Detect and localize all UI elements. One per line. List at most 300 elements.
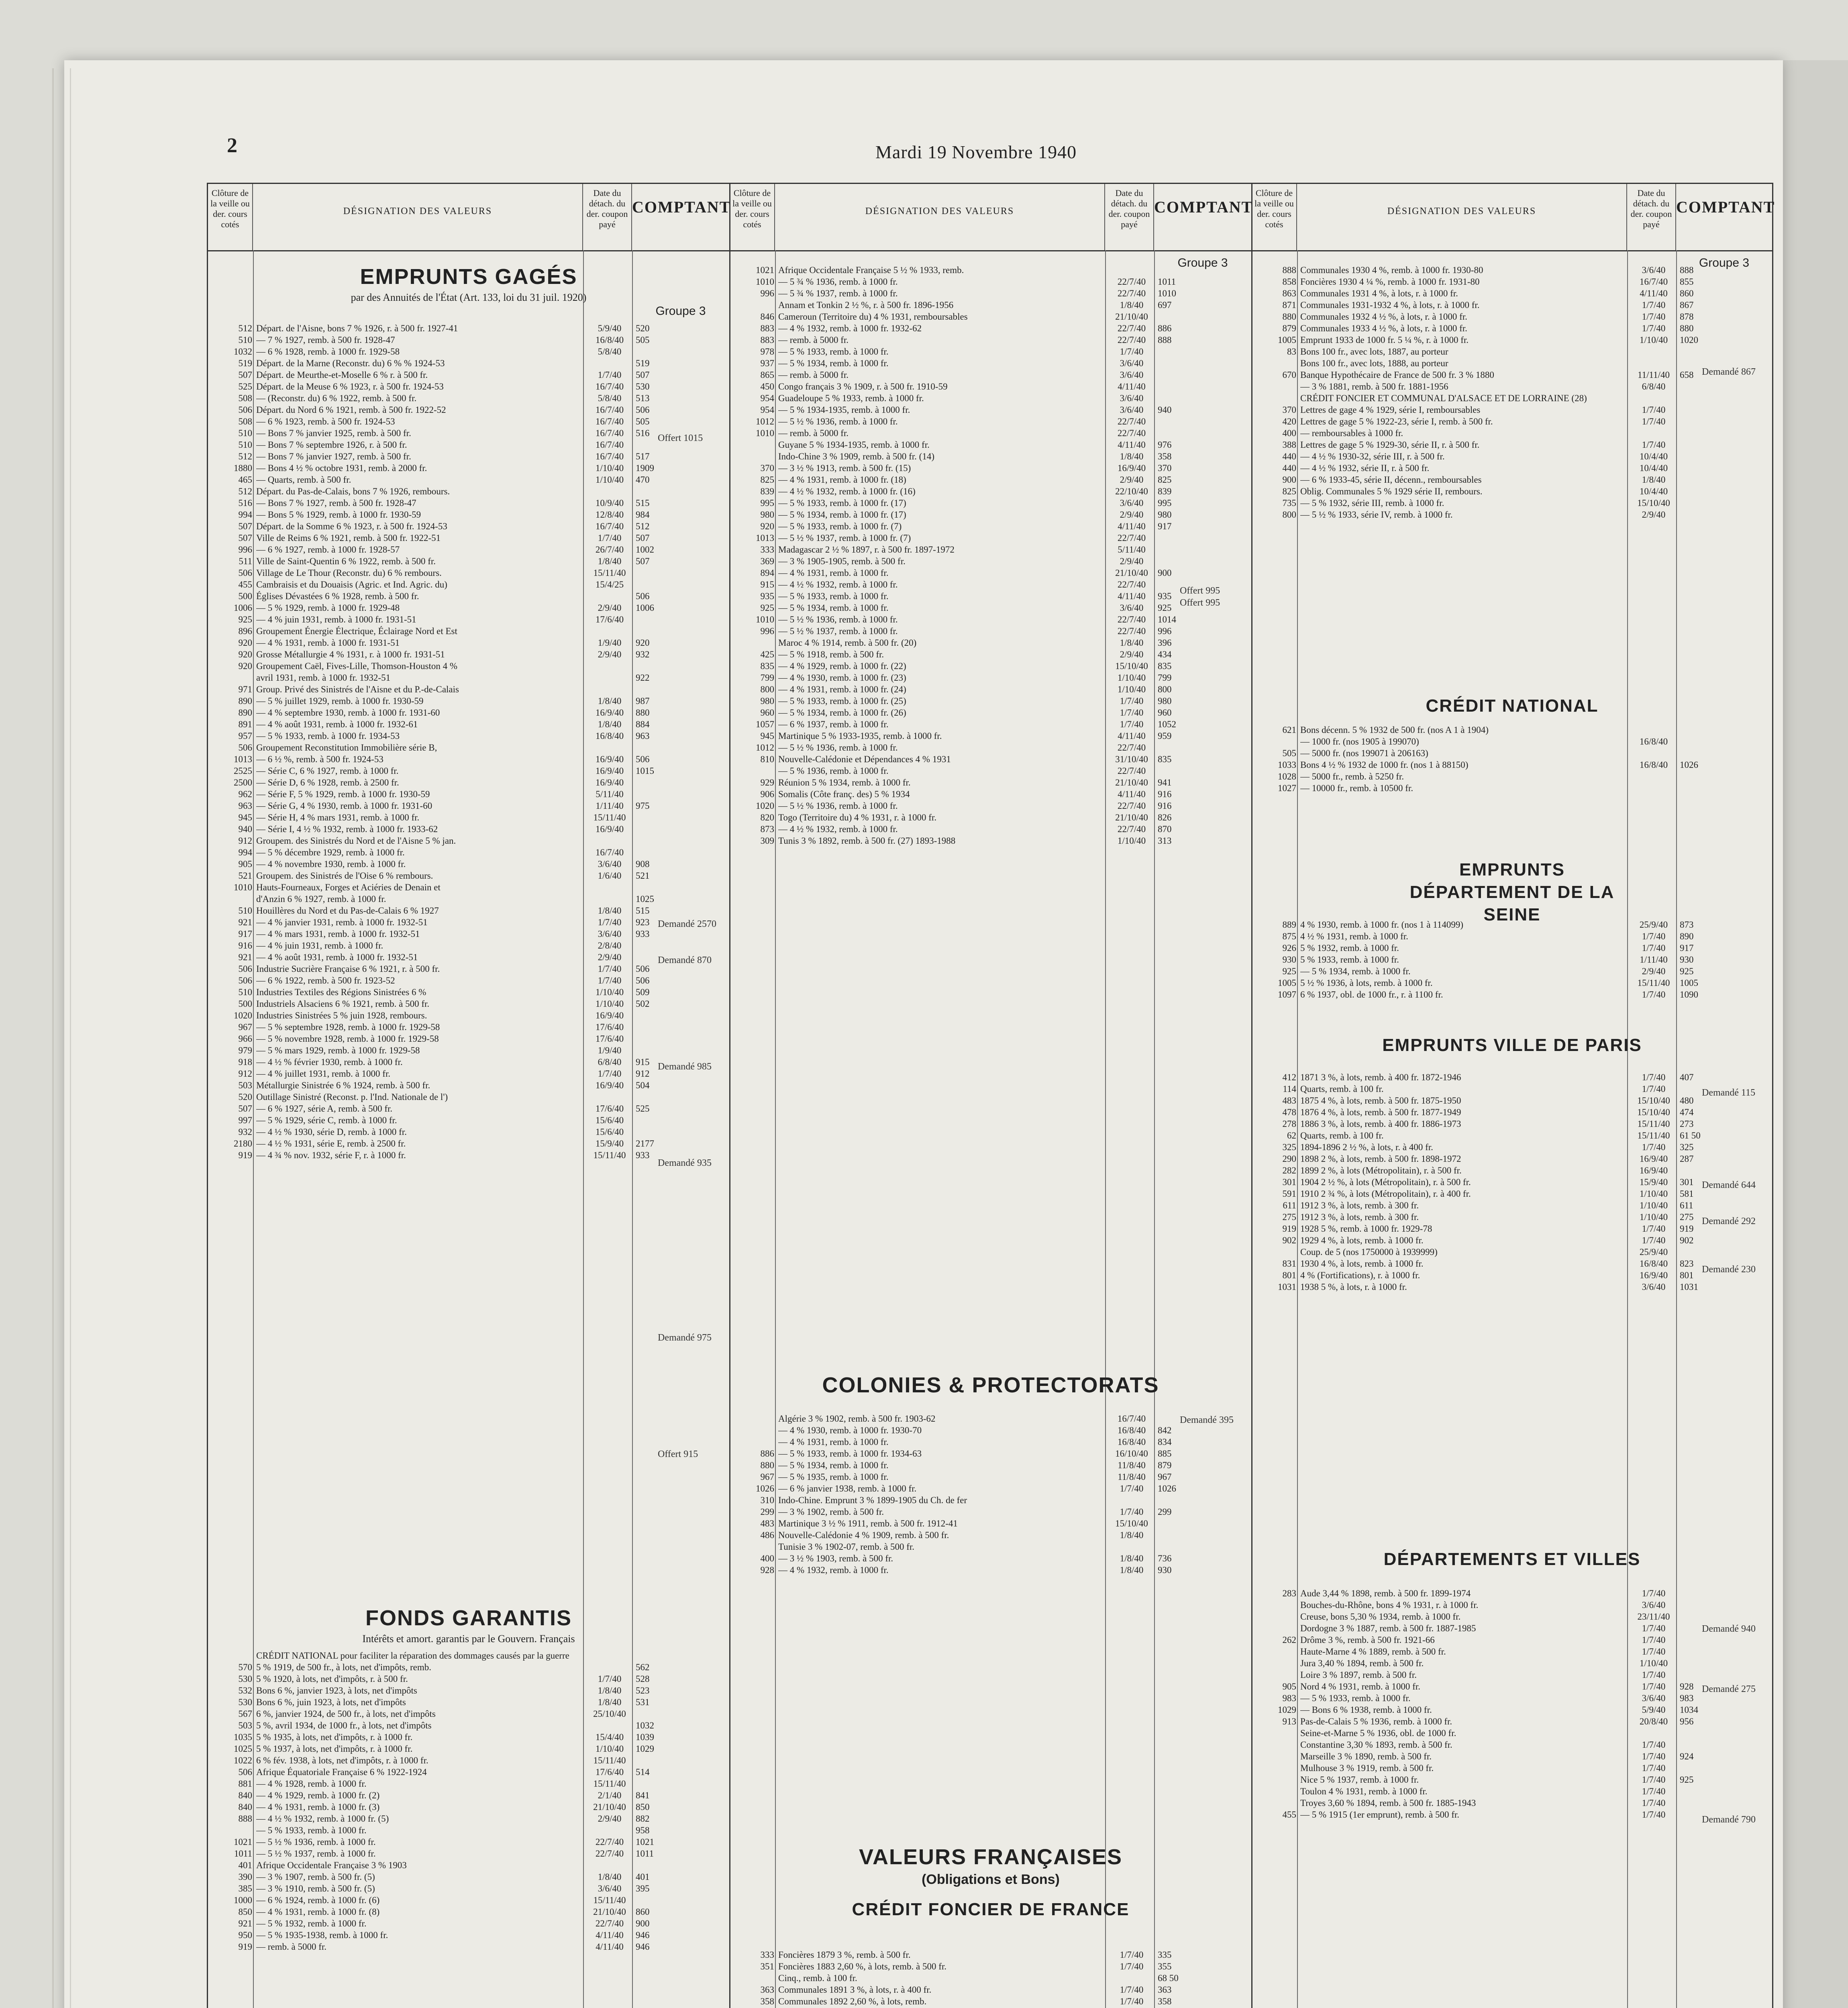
cash-price: 959 <box>1158 731 1172 741</box>
header-designation: DÉSIGNATION DES VALEURS <box>865 206 1014 216</box>
cash-price: 523 <box>636 1686 650 1696</box>
prev-close: 507 <box>238 533 252 543</box>
prev-close: 891 <box>238 719 252 729</box>
security-name: Grosse Métallurgie 4 % 1931, r. à 1000 fr. 1931-51 <box>256 649 445 659</box>
cash-price: 1021 <box>636 1837 654 1847</box>
cash-price: 888 <box>1158 335 1172 345</box>
security-name: — 3 ½ % 1903, remb. à 500 fr. <box>778 1553 893 1563</box>
security-name: 5 % 1932, remb. à 1000 fr. <box>1300 943 1399 953</box>
prev-close: 455 <box>1282 1810 1296 1820</box>
quote-row <box>1252 736 1772 747</box>
quote-row <box>208 695 729 707</box>
quote-row <box>1252 1622 1772 1634</box>
coupon-date: 2/9/40 <box>598 952 622 962</box>
cash-price: 879 <box>1158 1460 1172 1470</box>
prev-close: 506 <box>238 964 252 974</box>
security-name: 5 % 1937, à lots, net d'impôts, r. à 1000 fr. <box>256 1744 413 1754</box>
quote-row <box>208 1801 729 1813</box>
cash-price: 395 <box>636 1884 650 1894</box>
prev-close: 465 <box>238 475 252 485</box>
quote-list <box>1252 264 1772 520</box>
coupon-date: 1/8/40 <box>598 556 622 566</box>
prev-close: 881 <box>238 1779 252 1789</box>
cash-price: 1010 <box>1158 288 1176 298</box>
coupon-date: 1/7/40 <box>1120 1961 1144 1971</box>
prev-close: 506 <box>238 743 252 753</box>
coupon-date: 1/7/40 <box>1642 1798 1666 1808</box>
cash-price: 506 <box>636 754 650 764</box>
security-name: — 5 % 1935, remb. à 1000 fr. <box>778 1472 889 1482</box>
quote-row <box>208 928 729 940</box>
prev-close: 886 <box>760 1449 774 1459</box>
prev-close: 1020 <box>756 801 774 811</box>
security-name: Constantine 3,30 % 1893, remb. à 500 fr. <box>1300 1740 1452 1750</box>
quote-row <box>1252 1258 1772 1269</box>
coupon-date: 1/7/40 <box>1642 1670 1666 1680</box>
quote-row <box>208 1894 729 1906</box>
prev-close: 920 <box>238 661 252 671</box>
security-name: — 4 % 1931, remb. à 1000 fr. 1931-51 <box>256 638 400 648</box>
note-value: 870 <box>697 955 712 965</box>
prev-close: 932 <box>238 1127 252 1137</box>
quote-row <box>730 660 1251 672</box>
coupon-date: 16/7/40 <box>595 451 624 461</box>
cash-price: 521 <box>636 871 650 881</box>
coupon-date: 15/9/40 <box>595 1139 624 1149</box>
coupon-date: 3/6/40 <box>1120 370 1144 380</box>
note-value: 1015 <box>683 433 703 443</box>
prev-close: 621 <box>1282 725 1296 735</box>
cash-price: 506 <box>636 591 650 601</box>
quote-row <box>730 451 1251 462</box>
prev-close: 275 <box>1282 1212 1296 1222</box>
coupon-date: 6/8/40 <box>598 1057 622 1067</box>
security-name: Creuse, bons 5,30 % 1934, remb. à 1000 fr. <box>1300 1612 1461 1622</box>
quote-row <box>730 1564 1251 1576</box>
cash-price: 930 <box>1158 1565 1172 1575</box>
security-name: — 5 ½ % 1937, remb. à 1000 fr. <box>256 1849 376 1859</box>
cash-price: 933 <box>636 929 650 939</box>
prev-close: 1010 <box>756 277 774 287</box>
table-column-2 <box>730 184 1251 2008</box>
prev-close: 83 <box>1287 347 1296 357</box>
quote-row <box>208 1871 729 1883</box>
coupon-date: 1/7/40 <box>598 370 622 380</box>
security-name: Aude 3,44 % 1898, remb. à 500 fr. 1899-1974 <box>1300 1588 1471 1598</box>
cash-price: 658 <box>1680 370 1694 380</box>
cash-price: 980 <box>1158 510 1172 520</box>
coupon-date: 3/6/40 <box>598 859 622 869</box>
security-name: — Série I, 4 ½ % 1932, remb. à 1000 fr. 1933-62 <box>256 824 438 834</box>
coupon-date: 1/8/40 <box>598 696 622 706</box>
coupon-date: 1/7/40 <box>1642 943 1666 953</box>
note-label: Demandé <box>658 955 695 965</box>
coupon-date: 1/7/40 <box>598 533 622 543</box>
cash-price: 325 <box>1680 1142 1694 1152</box>
quote-row <box>208 1906 729 1918</box>
prev-close: 921 <box>238 917 252 927</box>
prev-close: 1012 <box>756 743 774 753</box>
security-name: Bouches-du-Rhône, bons 4 % 1931, r. à 1000 fr. <box>1300 1600 1479 1610</box>
coupon-date: 16/8/40 <box>1639 1259 1668 1269</box>
prev-close: 917 <box>238 929 252 939</box>
coupon-date: 2/1/40 <box>598 1790 622 1800</box>
quote-row <box>730 1413 1251 1424</box>
prev-close: 1880 <box>234 463 252 473</box>
prev-close: 1013 <box>756 533 774 543</box>
coupon-date: 1/7/40 <box>1642 405 1666 415</box>
quote-row <box>730 567 1251 579</box>
quote-row <box>730 357 1251 369</box>
security-name: — 5 % septembre 1928, remb. à 1000 fr. 1929-58 <box>256 1022 440 1032</box>
coupon-date: 5/9/40 <box>598 323 622 333</box>
coupon-date: 16/7/40 <box>1117 1414 1146 1424</box>
cash-price: 506 <box>636 975 650 986</box>
coupon-date: 1/10/40 <box>595 1744 624 1754</box>
coupon-date: 1/7/40 <box>1120 696 1144 706</box>
prev-close: 863 <box>1282 288 1296 298</box>
coupon-date: 4/11/40 <box>1118 591 1146 601</box>
security-name: Haute-Marne 4 % 1889, remb. à 500 fr. <box>1300 1647 1446 1657</box>
quote-row <box>1252 1223 1772 1235</box>
coupon-date: 2/9/40 <box>1120 556 1144 566</box>
quote-row <box>730 835 1251 847</box>
quote-row <box>730 1506 1251 1518</box>
security-name: — 5 ½ % 1936, remb. à 1000 fr. <box>778 416 898 426</box>
coupon-date: 3/6/40 <box>1642 265 1666 275</box>
coupon-date: 1/7/40 <box>1642 1142 1666 1152</box>
prev-close: 1021 <box>756 265 774 275</box>
quote-list <box>208 1650 729 1953</box>
coupon-date: 16/9/40 <box>1639 1154 1668 1164</box>
quote-row <box>208 1650 729 1661</box>
prev-close: 508 <box>238 393 252 403</box>
cash-price: 407 <box>1680 1072 1694 1082</box>
quote-row <box>1252 299 1772 311</box>
security-name: — 5000 fr. (nos 199071 à 206163) <box>1300 748 1428 758</box>
security-name: Lettres de gage 4 % 1929, série I, remboursables <box>1300 405 1481 415</box>
security-name: — 6 % 1937, remb. à 1000 fr. <box>778 719 889 729</box>
security-name: Nouvelle-Calédonie et Dépendances 4 % 1931 <box>778 754 951 764</box>
coupon-date: 1/7/40 <box>1642 1224 1666 1234</box>
coupon-date: 2/9/40 <box>1120 510 1144 520</box>
security-name: 1904 2 ½ %, à lots (Métropolitain), r. à 500 fr. <box>1300 1177 1471 1187</box>
prev-close: 483 <box>760 1518 774 1528</box>
security-name: Communales 1891 3 %, à lots, r. à 400 fr. <box>778 1985 932 1995</box>
quote-row <box>1252 1786 1772 1797</box>
quote-row <box>730 637 1251 649</box>
quote-row <box>208 637 729 649</box>
security-name: — 4 % 1930, remb. à 1000 fr. 1930-70 <box>778 1425 922 1435</box>
prev-close: 325 <box>1282 1142 1296 1152</box>
coupon-date: 1/10/40 <box>1117 836 1146 846</box>
coupon-date: 1/10/40 <box>1639 335 1668 345</box>
prev-close: 570 <box>238 1662 252 1672</box>
quote-row <box>730 1553 1251 1564</box>
prev-close: 516 <box>238 498 252 508</box>
coupon-date: 4/11/40 <box>596 1930 624 1940</box>
security-name: — 6 % 1924, remb. à 1000 fr. (6) <box>256 1895 380 1905</box>
coupon-date: 16/9/40 <box>1117 463 1146 473</box>
note-value: 644 <box>1741 1180 1756 1190</box>
security-name: — 5 % 1932, série III, remb. à 1000 fr. <box>1300 498 1444 508</box>
quote-row <box>730 474 1251 486</box>
security-name: 1898 2 %, à lots, remb. à 500 fr. 1898-1972 <box>1300 1154 1461 1164</box>
security-name: Banque Hypothécaire de France de 500 fr. 3 % 1880 <box>1300 370 1494 380</box>
quote-row <box>730 346 1251 357</box>
security-name: — 5 ½ % 1936, remb. à 1000 fr. <box>778 743 898 753</box>
quote-row <box>208 346 729 357</box>
prev-close: 945 <box>238 812 252 822</box>
security-name: Afrique Occidentale Française 3 % 1903 <box>256 1860 407 1870</box>
security-name: Tunis 3 % 1892, remb. à 500 fr. (27) 1893-1988 <box>778 836 956 846</box>
coupon-date: 22/7/40 <box>1117 428 1146 438</box>
security-name: Communales 1932 4 ½ %, à lots, r. à 1000 fr. <box>1300 312 1467 322</box>
quote-row <box>1252 1634 1772 1646</box>
quote-row <box>730 602 1251 614</box>
quote-row <box>1252 451 1772 462</box>
security-name: Indo-Chine. Emprunt 3 % 1899-1905 du Ch. de fer <box>778 1495 967 1505</box>
page-stack-edges <box>52 68 71 2008</box>
security-name: Hauts-Fourneaux, Forges et Aciéries de Denain et <box>256 882 441 892</box>
security-name: — 6 % 1933-45, série II, décenn., remboursables <box>1300 475 1482 485</box>
security-name: Quarts, remb. à 100 fr. <box>1300 1131 1384 1141</box>
prev-close: 996 <box>760 288 774 298</box>
cash-price: 370 <box>1158 463 1172 473</box>
cash-price: 867 <box>1680 300 1694 310</box>
cash-price: 941 <box>1158 777 1172 788</box>
coupon-date: 1/7/40 <box>598 917 622 927</box>
security-name: — 3 % 1902, remb. à 500 fr. <box>778 1507 884 1517</box>
quote-row <box>730 288 1251 299</box>
security-name: — 3 % 1881, remb. à 500 fr. 1881-1956 <box>1300 382 1448 392</box>
cash-price: 940 <box>1158 405 1172 415</box>
cash-price: 506 <box>636 405 650 415</box>
prev-close: 310 <box>760 1495 774 1505</box>
note-label: Demandé <box>658 1061 695 1072</box>
header-cloture: Clôture de la veille ou der. cours cotés <box>210 188 250 229</box>
prev-close: 1000 <box>234 1895 252 1905</box>
prev-close: 2525 <box>234 766 252 776</box>
prev-close: 1010 <box>234 882 252 892</box>
cash-price: 976 <box>1158 440 1172 450</box>
security-name: — Bons 7 % 1927, remb. à 500 fr. 1928-47 <box>256 498 416 508</box>
coupon-date: 1/10/40 <box>595 463 624 473</box>
prev-close: 920 <box>238 649 252 659</box>
cash-price: 355 <box>1158 1961 1172 1971</box>
note-label: Demandé <box>1702 1180 1739 1190</box>
security-name: — 4 ½ % 1932, remb. à 1000 fr. <box>778 824 898 834</box>
prev-close: 486 <box>760 1530 774 1540</box>
security-name: — 5 % 1933, remb. à 1000 fr. 1934-63 <box>778 1449 922 1459</box>
security-name: — 6 % 1928, remb. à 1000 fr. 1929-58 <box>256 347 400 357</box>
quote-row <box>208 1673 729 1685</box>
quote-row <box>208 590 729 602</box>
quote-row <box>1252 1588 1772 1599</box>
cash-price: 519 <box>636 358 650 368</box>
coupon-date: 1/8/40 <box>1120 300 1144 310</box>
cash-price: 956 <box>1680 1716 1694 1726</box>
prev-close: 521 <box>238 871 252 881</box>
section-title: EMPRUNTS GAGÉS <box>360 265 577 289</box>
coupon-date: 16/8/40 <box>1639 737 1668 747</box>
cash-price: 1006 <box>636 603 654 613</box>
coupon-date: 15/4/40 <box>595 1732 624 1742</box>
prev-close: 925 <box>238 614 252 624</box>
cash-price: 504 <box>636 1080 650 1090</box>
security-name: Group. Privé des Sinistrés de l'Aisne et du P.-de-Calais <box>256 684 459 694</box>
prev-close: 840 <box>238 1790 252 1800</box>
security-name: — 7 % 1927, remb. à 500 fr. 1928-47 <box>256 335 395 345</box>
quote-row <box>1252 427 1772 439</box>
prev-close: 920 <box>238 638 252 648</box>
security-name: Groupem. des Sinistrés de l'Oise 6 % rembours. <box>256 871 433 881</box>
quote-row <box>208 882 729 893</box>
security-name: — 4 ½ % février 1930, remb. à 1000 fr. <box>256 1057 403 1067</box>
coupon-date: 3/6/40 <box>598 1884 622 1894</box>
cash-price: 1015 <box>636 766 654 776</box>
quote-row <box>730 276 1251 288</box>
security-name: — 5 % 1934, remb. à 1000 fr. <box>778 603 889 613</box>
prev-close: 962 <box>238 789 252 799</box>
prev-close: 926 <box>1282 943 1296 953</box>
quote-row <box>208 858 729 870</box>
cash-price: 528 <box>636 1674 650 1684</box>
prev-close: 888 <box>1282 265 1296 275</box>
quote-row <box>1252 1071 1772 1083</box>
quote-row <box>1252 1118 1772 1130</box>
coupon-date: 1/10/40 <box>1639 1212 1668 1222</box>
cash-price: 1039 <box>636 1732 654 1742</box>
security-name: Nice 5 % 1937, remb. à 1000 fr. <box>1300 1775 1419 1785</box>
cash-price: 1011 <box>1158 277 1176 287</box>
section-subtitle-valeurs: (Obligations et Bons) <box>922 1872 1060 1887</box>
prev-close: 401 <box>238 1860 252 1870</box>
coupon-date: 3/6/40 <box>1642 1282 1666 1292</box>
coupon-date: 16/7/40 <box>595 521 624 531</box>
group-label: Groupe 3 <box>1177 256 1228 269</box>
cash-price: 980 <box>1158 696 1172 706</box>
prev-close: 503 <box>238 1080 252 1090</box>
prev-close: 1020 <box>234 1010 252 1020</box>
coupon-date: 1/7/40 <box>1642 1623 1666 1633</box>
group-label: Groupe 3 <box>655 304 706 318</box>
cash-price: 313 <box>1158 836 1172 846</box>
coupon-date: 1/7/40 <box>1642 931 1666 941</box>
quote-row <box>208 963 729 975</box>
section-title-departements: DÉPARTEMENTS ET VILLES <box>1383 1549 1641 1569</box>
security-name: 1912 3 %, à lots, remb. à 300 fr. <box>1300 1212 1419 1222</box>
prev-close: 810 <box>760 754 774 764</box>
quote-row <box>730 322 1251 334</box>
security-name: 4 ½ % 1931, remb. à 1000 fr. <box>1300 931 1408 941</box>
prev-close: 979 <box>238 1045 252 1055</box>
quote-row <box>208 1755 729 1766</box>
security-name: 5 % 1935, à lots, net d'impôts, r. à 1000 fr. <box>256 1732 413 1742</box>
note-value: 230 <box>1741 1264 1756 1275</box>
prev-close: 309 <box>760 836 774 846</box>
security-name: Départ. de la Marne (Reconstr. du) 6 % % 1924-53 <box>256 358 445 368</box>
cash-price: 870 <box>1158 824 1172 834</box>
cash-price: 995 <box>1158 498 1172 508</box>
note-label: Demandé <box>658 1333 695 1343</box>
page-date: Mardi 19 Novembre 1940 <box>875 142 1077 162</box>
security-name: — remboursables à 1000 fr. <box>1300 428 1403 438</box>
security-name: 1875 4 %, à lots, remb. à 500 fr. 1875-1950 <box>1300 1096 1461 1106</box>
security-name: Madagascar 2 ½ % 1897, r. à 500 fr. 1897-1972 <box>778 545 955 555</box>
security-name: Mulhouse 3 % 1919, remb. à 500 fr. <box>1300 1763 1434 1773</box>
cash-price: 835 <box>1158 754 1172 764</box>
coupon-date: 4/11/40 <box>1118 521 1146 531</box>
coupon-date: 15/11/40 <box>593 1755 626 1765</box>
quote-row <box>730 1541 1251 1553</box>
prev-close: 978 <box>760 347 774 357</box>
security-name: — 5 % 1933, remb. à 1000 fr. <box>1300 1693 1411 1703</box>
quote-row <box>730 1529 1251 1541</box>
quote-row <box>208 870 729 882</box>
security-name: — 5 ½ % 1937, remb. à 1000 fr. <box>778 626 898 636</box>
cash-price: 860 <box>636 1907 650 1917</box>
section-subtitle: par des Annuités de l'État (Art. 133, loi du 31 juil. 1920) <box>351 292 587 303</box>
security-name: — 4 ½ % 1932, remb. à 1000 fr. <box>778 580 898 590</box>
coupon-date: 17/6/40 <box>595 614 624 624</box>
table-column-1 <box>208 184 729 2008</box>
security-name: Maroc 4 % 1914, remb. à 500 fr. (20) <box>778 638 917 648</box>
quote-row <box>208 1696 729 1708</box>
quote-row <box>1252 1246 1772 1258</box>
cash-price: 935 <box>1158 591 1172 601</box>
quote-row <box>730 707 1251 718</box>
quote-row <box>208 1720 729 1731</box>
quote-row <box>730 1471 1251 1483</box>
prev-close: 455 <box>238 580 252 590</box>
cash-price: 1909 <box>636 463 654 473</box>
quote-row <box>208 1708 729 1720</box>
cash-price: 928 <box>1680 1681 1694 1692</box>
security-name: — 4 % août 1931, remb. à 1000 fr. 1932-51 <box>256 952 418 962</box>
prev-close: 896 <box>238 626 252 636</box>
security-name: Marseille 3 % 1890, remb. à 500 fr. <box>1300 1751 1432 1761</box>
note-value: 115 <box>1741 1088 1756 1098</box>
security-name: Oblig. Communales 5 % 1929 série II, rembours. <box>1300 486 1483 496</box>
prev-close: 301 <box>1282 1177 1296 1187</box>
quote-row <box>208 1056 729 1068</box>
quote-row <box>208 334 729 346</box>
quote-row <box>1252 1809 1772 1820</box>
cash-price: 825 <box>1158 475 1172 485</box>
note-value: 995 <box>1205 598 1220 608</box>
coupon-date: 5/8/40 <box>598 393 622 403</box>
coupon-date: 1/8/40 <box>1120 1553 1144 1563</box>
quote-row <box>208 1743 729 1755</box>
cash-price: 967 <box>1158 1472 1172 1482</box>
quote-row <box>1252 919 1772 931</box>
coupon-date: 1/8/40 <box>598 719 622 729</box>
quote-row <box>730 392 1251 404</box>
security-name: d'Anzin 6 % 1927, remb. à 1000 fr. <box>256 894 386 904</box>
quote-row <box>1252 311 1772 322</box>
coupon-date: 16/9/40 <box>595 1010 624 1020</box>
coupon-date: 1/7/40 <box>1120 708 1144 718</box>
quote-row <box>730 649 1251 660</box>
cash-price: 958 <box>636 1825 650 1835</box>
cash-price: 800 <box>1158 684 1172 694</box>
cash-price: 919 <box>1680 1224 1694 1234</box>
coupon-date: 2/9/40 <box>1120 475 1144 485</box>
prev-close: 954 <box>760 405 774 415</box>
security-name: CRÉDIT NATIONAL pour faciliter la réparation des dommages causés par la guerre <box>256 1651 569 1661</box>
quote-list <box>1252 919 1772 1000</box>
